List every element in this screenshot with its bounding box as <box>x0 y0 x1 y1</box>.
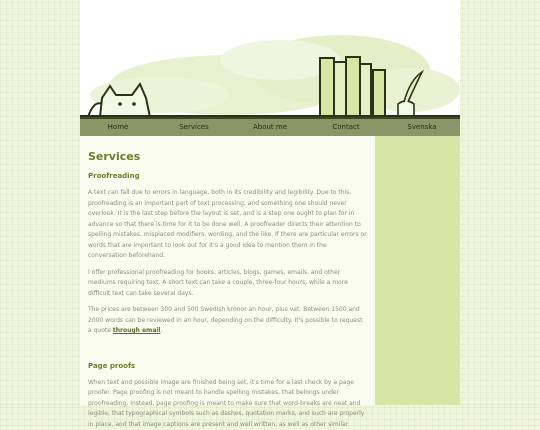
email-link[interactable]: through email <box>113 327 161 334</box>
page-title: Services <box>88 150 367 163</box>
nav-item-services[interactable]: Services <box>156 119 232 136</box>
nav-item-home[interactable]: Home <box>80 119 156 136</box>
header-banner <box>80 0 460 117</box>
sidebar <box>375 136 460 405</box>
nav-item-contact[interactable]: Contact <box>308 119 384 136</box>
proofreading-paragraph: A text can fall due to errors in language, both in its credibility and legibility. Due to this, proofreading is an important part of text processing, and something one should never overlook. It is the last step before the layout is set, and is a step one ought to plan for in advance so that there is time for it to be done well. A proofreader directs their attention to spelling mistakes, misplaced modifiers, wording, and the like. If there are particular errors or words that are important to look out for it's a good idea to mention them in the conversation beforehand. <box>88 188 367 262</box>
section-spacer <box>88 343 367 362</box>
proofreading-prices-paragraph <box>88 305 367 337</box>
prices-end: . <box>160 327 162 334</box>
nav-item-svenska[interactable]: Svenska <box>384 119 460 136</box>
main-content <box>80 136 375 405</box>
prices-text: The prices are between 300 and 500 Swedish kronor an hour, plus vat. Between 1500 and 2000 words can be reviewed in an hour, depending on the difficulty. It's possible to request a quote <box>88 306 362 334</box>
proofreading-offer-paragraph: I offer professional proofreading for books, articles, blogs, games, emails, and other mediums requiring text. A short text can take a couple, three-four hours, while a more difficult text can take several days. <box>88 268 367 300</box>
nav-item-about-me[interactable]: About me <box>232 119 308 136</box>
section-heading-page-proofs: Page proofs <box>88 362 367 370</box>
section-heading-proofreading: Proofreading <box>88 172 367 180</box>
page-proofs-paragraph: When text and possible image are finished being set, it's time for a last check by a page proofer. Page proofing is not meant to handle spelling mistakes, that belongs under proofreading. Instead, page proofing is meant to make sure that word-breaks are neat and legible, that typographical symbols such as dashes, quotation marks, and such are properly in place, and that image captions are present and well written, as well as other similar <box>88 378 367 430</box>
page-container <box>80 0 460 405</box>
main-navigation <box>80 117 460 136</box>
